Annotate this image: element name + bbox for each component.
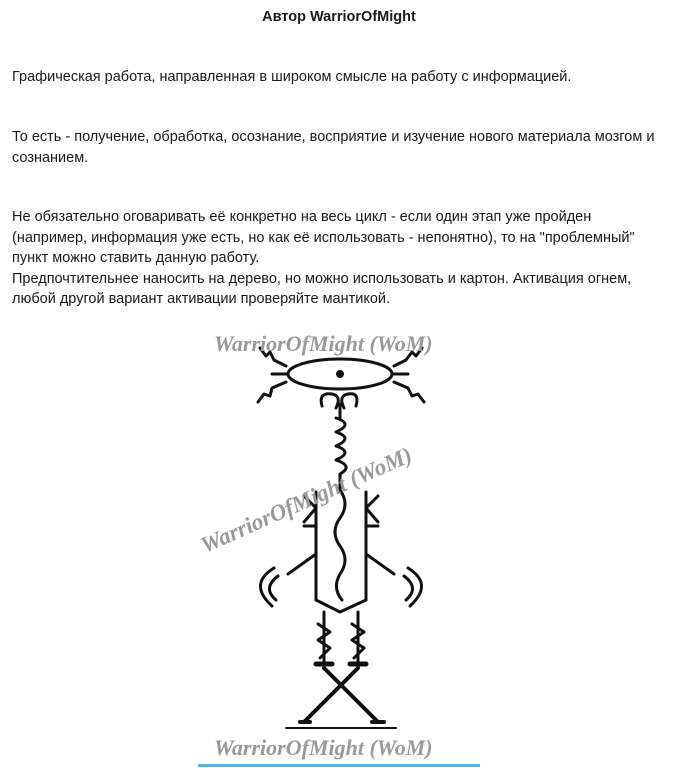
runic-drawing xyxy=(200,322,476,768)
neck-curls xyxy=(321,394,357,418)
paragraph-line: сознанием. xyxy=(12,149,89,166)
paragraph-intro xyxy=(12,67,672,88)
paragraph-line: Графическая работа, направленная в широком смысле на работу с информацией. xyxy=(12,69,572,85)
crossed-stakes xyxy=(300,668,384,722)
watermark-bottom: WarriorOfMight (WoM) xyxy=(214,735,433,760)
paragraph-line: (например, информация уже есть, но как её использовать - непонятно), то на "проблемный" xyxy=(12,229,635,246)
paragraph-line: пункт можно ставить данную работу. xyxy=(12,250,260,266)
runic-figure xyxy=(196,322,476,768)
watermark-middle: WarriorOfMight (WoM) xyxy=(196,442,416,558)
watermark-top: WarriorOfMight (WoM) xyxy=(214,331,433,356)
left-leg xyxy=(318,612,330,664)
accent-divider xyxy=(198,764,480,767)
right-moon xyxy=(404,568,422,606)
paragraph-line: Не обязательно оговаривать её конкретно на весь цикл - если один этап уже пройден xyxy=(12,209,592,225)
paragraph-details xyxy=(12,127,672,168)
pelvis xyxy=(316,600,366,612)
left-moon xyxy=(260,568,278,606)
paragraph-line: любой другой вариант активации проверяйте мантикой. xyxy=(12,291,391,307)
head-dot xyxy=(338,372,343,377)
paragraph-line: Предпочтительнее наносить на дерево, но можно использовать и картон. Активация огнем, xyxy=(12,270,632,287)
paragraph-line: То есть - получение, обработка, осознание, восприятие и изучение нового материала мозгом и xyxy=(12,129,655,145)
page-title: Автор WarriorOfMight xyxy=(262,9,416,25)
central-spine xyxy=(335,490,345,600)
paragraph-usage xyxy=(12,207,672,310)
right-leg xyxy=(352,612,364,664)
